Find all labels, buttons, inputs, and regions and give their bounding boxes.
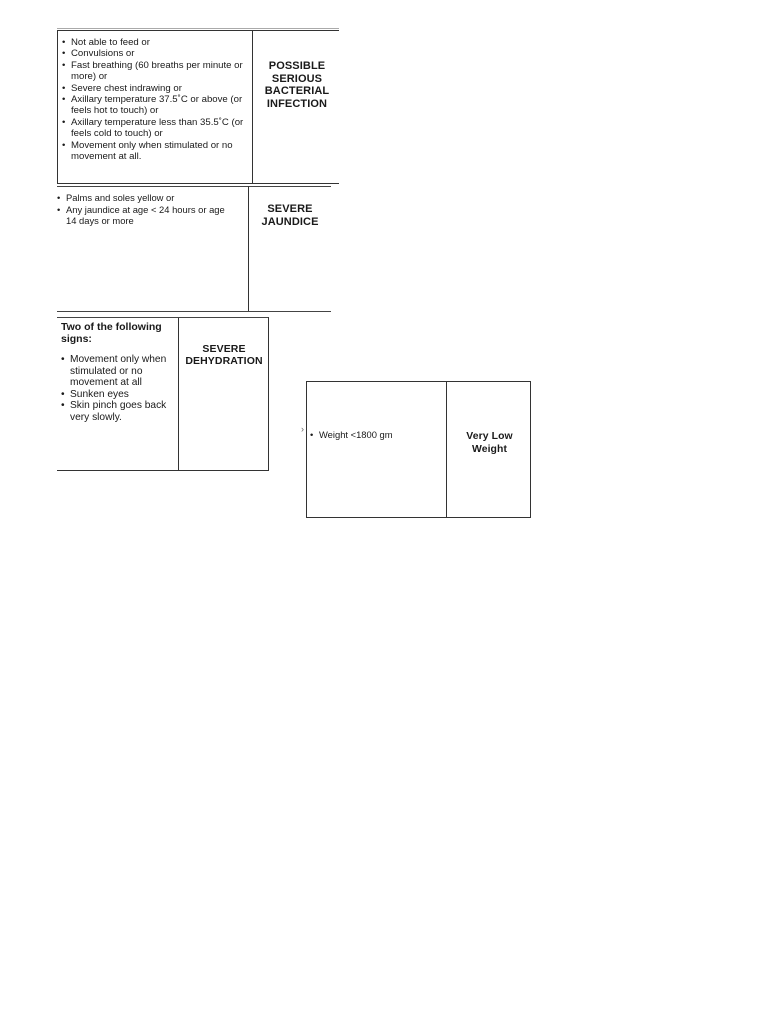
signs-list [61, 354, 177, 424]
edge-mark: › [301, 424, 304, 434]
sign-item: • Convulsions or [62, 48, 256, 59]
classification-line: POSSIBLE [268, 60, 326, 72]
sign-item: • Not able to feed or [62, 37, 256, 48]
signs-list [57, 192, 237, 227]
classification-row-dehydration [57, 317, 269, 471]
column-divider [248, 186, 249, 312]
sign-item: • Movement only when stimulated or no movement at all. [62, 140, 256, 163]
sign-item: • Movement only when stimulated or no movement at all [61, 354, 177, 389]
sign-item: • Skin pinch goes back very slowly. [61, 400, 177, 423]
signs-intro: Two of the following signs: [61, 321, 162, 345]
classification-row-jaundice [57, 186, 331, 312]
classification-line: DEHYDRATION [185, 354, 263, 367]
classification-line: SERIOUS [271, 72, 323, 85]
column-divider [446, 382, 447, 517]
sign-item: • Axillary temperature less than 35.5˚C (or feels cold to touch) or [62, 117, 256, 140]
signs-list [62, 37, 256, 162]
sign-item: • Palms and soles yellow or [57, 192, 237, 204]
sign-item: • Weight <1800 gm [310, 429, 440, 440]
classification-label [254, 60, 340, 110]
sign-item: • Fast breathing (60 breaths per minute or more) or [62, 60, 256, 83]
signs-list [310, 429, 440, 440]
sign-item: • Axillary temperature 37.5˚C or above (or feels hot to touch) or [62, 94, 256, 117]
row-top-rule [57, 186, 331, 187]
classification-label [448, 431, 531, 456]
row-bottom-rule [57, 311, 331, 312]
classification-line: SEVERE [202, 343, 246, 355]
sign-item: • Severe chest indrawing or [62, 83, 256, 94]
classification-row-bacterial-infection [57, 30, 339, 184]
sign-item: • Any jaundice at age < 24 hours or age 14 days or more [57, 204, 237, 227]
classification-line: SEVERE [267, 203, 313, 215]
sign-item: • Sunken eyes [61, 389, 177, 401]
column-divider [178, 318, 179, 470]
signs-cell [57, 192, 237, 227]
classification-line: INFECTION [266, 97, 328, 110]
classification-line: BACTERIAL [264, 85, 330, 97]
signs-cell [62, 37, 256, 162]
classification-line: JAUNDICE [261, 215, 319, 228]
classification-row-low-weight [301, 381, 531, 518]
signs-cell [310, 429, 440, 440]
classification-label [181, 344, 267, 367]
classification-line: Very Low Weight [466, 431, 513, 455]
signs-cell [61, 321, 177, 424]
classification-label [250, 203, 330, 228]
